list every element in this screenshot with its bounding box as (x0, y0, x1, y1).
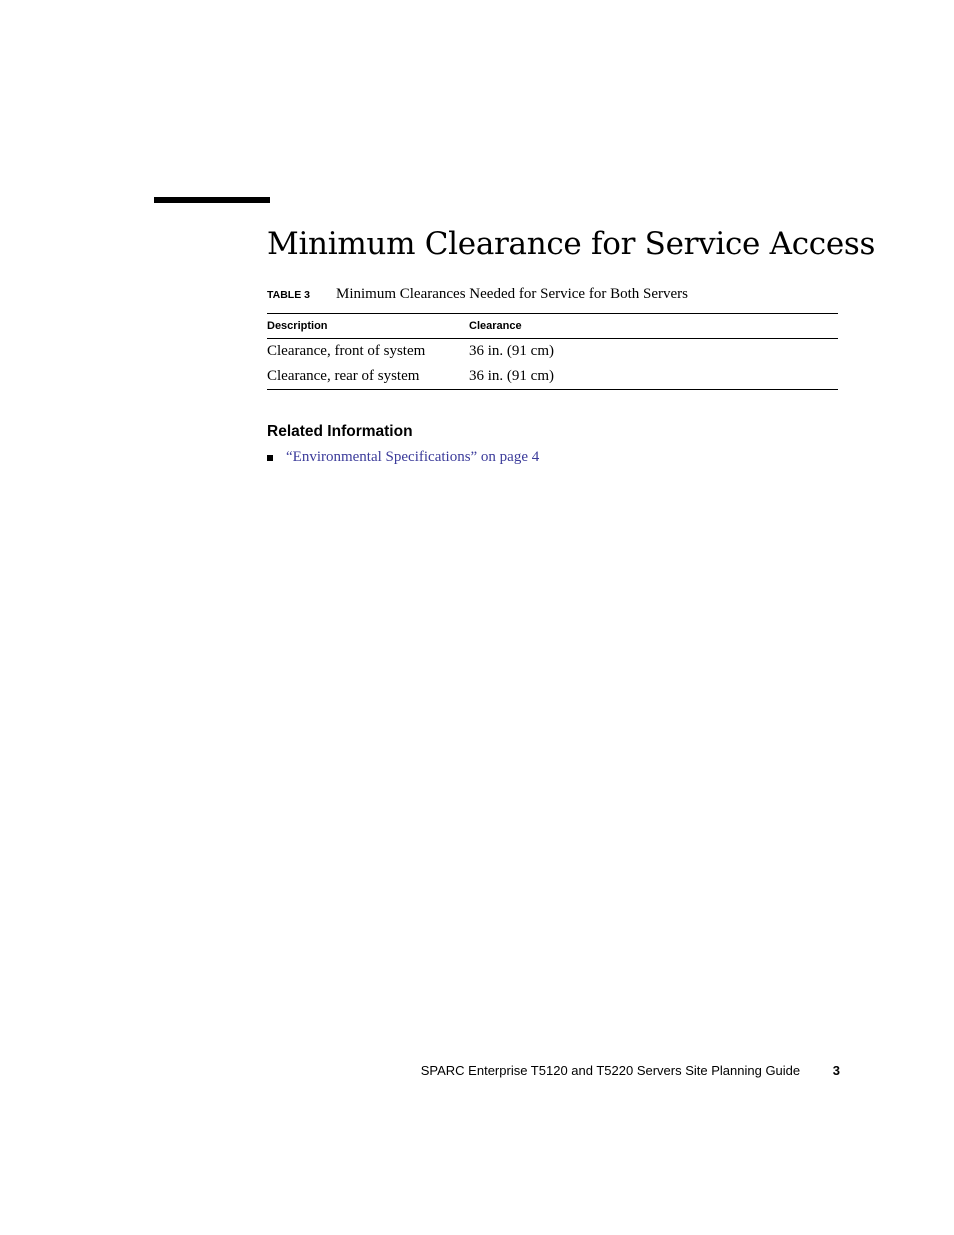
table-row (267, 339, 838, 365)
table-cell-clearance: 36 in. (91 cm) (469, 343, 554, 359)
column-header-clearance: Clearance (469, 320, 522, 332)
chapter-rule (154, 197, 270, 203)
list-item (267, 446, 539, 468)
page-footer (421, 1062, 840, 1080)
table-row (267, 364, 838, 390)
related-information-heading: Related Information (267, 423, 413, 440)
page-number: 3 (832, 1063, 840, 1078)
related-links-list (267, 446, 539, 468)
table-caption (267, 285, 688, 303)
table-header-row (267, 314, 838, 339)
page-title: Minimum Clearance for Service Access (267, 226, 876, 262)
column-header-description: Description (267, 320, 328, 332)
square-bullet-icon (267, 455, 273, 461)
footer-guide-title: SPARC Enterprise T5120 and T5220 Servers Site Planning Guide (420, 1063, 801, 1078)
clearance-table (267, 313, 838, 390)
table-label: TABLE 3 (267, 289, 310, 301)
table-cell-description: Clearance, front of system (267, 343, 426, 359)
environmental-specifications-link[interactable]: “Environmental Specifications” on page 4 (286, 448, 540, 465)
table-cell-description: Clearance, rear of system (267, 368, 420, 384)
table-caption-text: Minimum Clearances Needed for Service for Both Servers (336, 286, 688, 302)
table-cell-clearance: 36 in. (91 cm) (469, 368, 554, 384)
